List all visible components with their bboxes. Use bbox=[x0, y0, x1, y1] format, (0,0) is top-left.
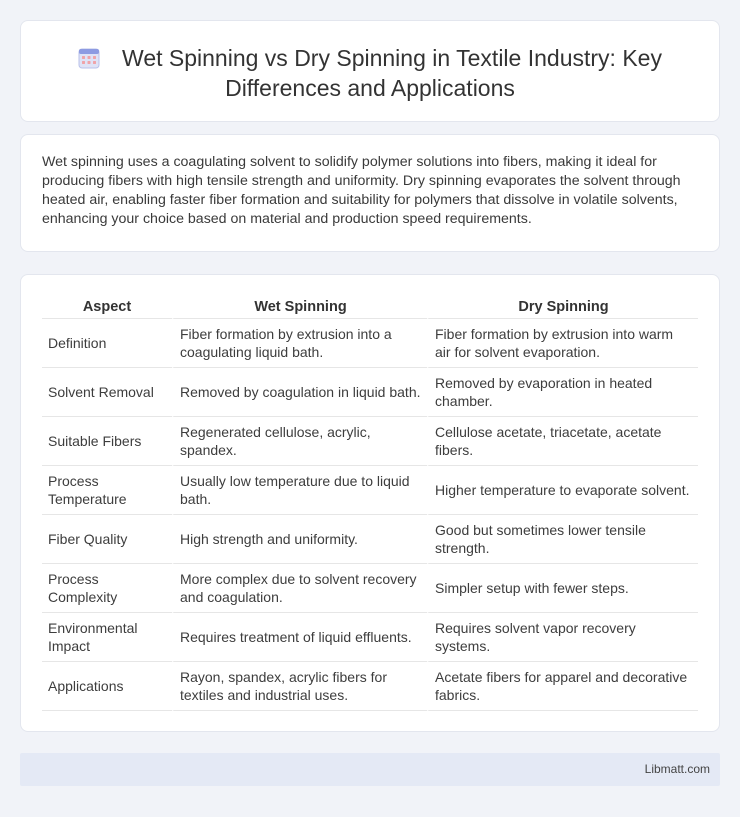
aspect-cell: Process Temperature bbox=[42, 466, 172, 515]
aspect-cell: Solvent Removal bbox=[42, 368, 172, 417]
dry-cell: Requires solvent vapor recovery systems. bbox=[427, 613, 698, 662]
table-header-row bbox=[42, 295, 698, 319]
table-row bbox=[42, 662, 698, 711]
table-row bbox=[42, 515, 698, 564]
table-row bbox=[42, 319, 698, 368]
table-row bbox=[42, 417, 698, 466]
wet-cell: High strength and uniformity. bbox=[172, 515, 427, 564]
summary-text: Wet spinning uses a coagulating solvent to solidify polymer solutions into fibers, making it ideal for producing fibers with high tensile strength and uniformity. Dry spinning evaporates the solvent through heated air, enabling faster fiber formation and suitability for polymers that dissolve in volatile solvents, enhancing your choice based on material and production speed requirements. bbox=[42, 154, 681, 227]
comparison-card bbox=[20, 274, 720, 732]
table-row bbox=[42, 368, 698, 417]
footer-bar bbox=[20, 753, 720, 786]
dry-cell: Fiber formation by extrusion into warm air for solvent evaporation. bbox=[427, 319, 698, 368]
aspect-cell: Definition bbox=[42, 319, 172, 368]
wet-cell: Regenerated cellulose, acrylic, spandex. bbox=[172, 417, 427, 466]
header-wet-spinning: Wet Spinning bbox=[172, 295, 427, 319]
wet-cell: Requires treatment of liquid effluents. bbox=[172, 613, 427, 662]
wet-cell: Usually low temperature due to liquid bath. bbox=[172, 466, 427, 515]
footer-site-link[interactable]: Libmatt.com bbox=[644, 762, 710, 776]
aspect-cell: Environmental Impact bbox=[42, 613, 172, 662]
aspect-cell: Process Complexity bbox=[42, 564, 172, 613]
title-card bbox=[20, 20, 720, 122]
wet-cell: More complex due to solvent recovery and coagulation. bbox=[172, 564, 427, 613]
summary-card bbox=[20, 134, 720, 252]
table-row bbox=[42, 466, 698, 515]
wet-cell: Fiber formation by extrusion into a coagulating liquid bath. bbox=[172, 319, 427, 368]
dry-cell: Simpler setup with fewer steps. bbox=[427, 564, 698, 613]
wet-cell: Rayon, spandex, acrylic fibers for textiles and industrial uses. bbox=[172, 662, 427, 711]
aspect-cell: Fiber Quality bbox=[42, 515, 172, 564]
calendar-grid-icon bbox=[78, 47, 100, 69]
dry-cell: Cellulose acetate, triacetate, acetate fibers. bbox=[427, 417, 698, 466]
wet-cell: Removed by coagulation in liquid bath. bbox=[172, 368, 427, 417]
dry-cell: Acetate fibers for apparel and decorative fabrics. bbox=[427, 662, 698, 711]
table-row bbox=[42, 613, 698, 662]
aspect-cell: Applications bbox=[42, 662, 172, 711]
dry-cell: Higher temperature to evaporate solvent. bbox=[427, 466, 698, 515]
title-text: Wet Spinning vs Dry Spinning in Textile Industry: Key Differences and Applications bbox=[122, 45, 662, 101]
table-row bbox=[42, 564, 698, 613]
comparison-table bbox=[42, 295, 698, 711]
header-dry-spinning: Dry Spinning bbox=[427, 295, 698, 319]
aspect-cell: Suitable Fibers bbox=[42, 417, 172, 466]
dry-cell: Removed by evaporation in heated chamber. bbox=[427, 368, 698, 417]
page-title bbox=[21, 43, 719, 103]
header-aspect: Aspect bbox=[42, 295, 172, 319]
dry-cell: Good but sometimes lower tensile strength. bbox=[427, 515, 698, 564]
